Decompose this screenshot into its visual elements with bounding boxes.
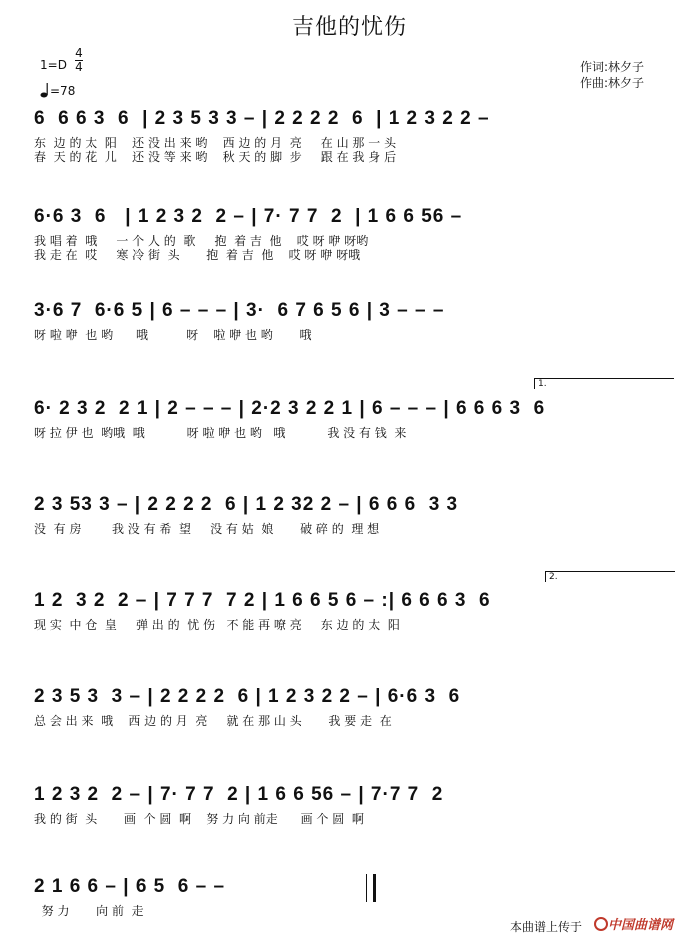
lyric-line-1: 呀 拉 伊 也 哟哦 哦 呀 啦 咿 也 哟 哦 我 没 有 钱 来 (34, 426, 407, 440)
key-signature: 1=D (40, 58, 67, 72)
site-logo (594, 914, 673, 933)
lyric-line-1: 总 会 出 来 哦 西 边 的 月 亮 就 在 那 山 头 我 要 走 在 (34, 714, 392, 728)
quarter-note-icon (40, 82, 50, 98)
lyricist-credit: 作词:林夕子 (580, 60, 645, 74)
logo-mark-icon (594, 917, 608, 931)
lyric-line-1: 呀 啦 咿 也 哟 哦 呀 啦 咿 也 哟 哦 (34, 328, 312, 342)
note-line: 3·6 7 6·6 5 | 6 – – – | 3· 6 7 6 5 6 | 3 – – – (34, 300, 445, 321)
lyric-line-1: 我 唱 着 哦 一 个 人 的 歌 抱 着 吉 他 哎 呀 咿 呀哟 (34, 234, 369, 248)
note-line: 2 3 53 3 – | 2 2 2 2 6 | 1 2 32 2 – | 6 6 6 3 3 (34, 494, 459, 515)
tempo-value: =78 (50, 84, 76, 98)
lyric-line-1: 没 有 房 我 没 有 希 望 没 有 姑 娘 破 碎 的 理 想 (34, 522, 380, 536)
note-line: 1 2 3 2 2 – | 7· 7 7 2 | 1 6 6 56 – | 7·7 7 2 (34, 784, 444, 805)
footer-upload-text: 本曲谱上传于 (510, 920, 583, 934)
time-signature (74, 48, 84, 73)
lyric-line-1: 我 的 街 头 画 个 圆 啊 努 力 向 前走 画 个 圆 啊 (34, 812, 364, 826)
site-logo-text: 中国曲谱网 (608, 917, 674, 932)
final-barline (366, 874, 376, 902)
time-top: 4 (75, 46, 83, 60)
note-line: 2 1 6 6 – | 6 5 6 – – (34, 876, 226, 897)
lyric-line-2: 春 天 的 花 儿 还 没 等 来 哟 秋 天 的 脚 步 跟 在 我 身 后 (34, 150, 397, 164)
note-line: 2 3 5 3 3 – | 2 2 2 2 6 | 1 2 3 2 2 – | 6·6 3 6 (34, 686, 461, 707)
composer-credit: 作曲:林夕子 (580, 76, 645, 90)
note-line: 6 6 6 3 6 | 2 3 5 3 3 – | 2 2 2 2 6 | 1 2 3 2 2 – (34, 108, 490, 129)
volta-bracket: 1. (534, 378, 674, 389)
note-line: 6· 2 3 2 2 1 | 2 – – – | 2·2 3 2 2 1 | 6 – – – | 6 6 6 3 6 (34, 398, 546, 419)
lyric-line-1: 现 实 中 仓 皇 弹 出 的 忧 伤 不 能 再 嘹 亮 东 边 的 太 阳 (34, 618, 400, 632)
lyric-line-1: 东 边 的 太 阳 还 没 出 来 哟 西 边 的 月 亮 在 山 那 一 头 (34, 136, 397, 150)
note-line: 1 2 3 2 2 – | 7 7 7 7 2 | 1 6 6 5 6 – :| 6 6 6 3 6 (34, 590, 491, 611)
lyric-line-1: 努 力 向 前 走 (34, 904, 144, 918)
note-line: 6·6 3 6 | 1 2 3 2 2 – | 7· 7 7 2 | 1 6 6 56 – (34, 206, 463, 227)
song-title: 吉他的忧伤 (291, 15, 407, 40)
tempo-marking (40, 82, 75, 98)
lyric-line-2: 我 走 在 哎 寒 冷 街 头 抱 着 吉 他 哎 呀 咿 呀哦 (34, 248, 361, 262)
time-bottom: 4 (75, 60, 83, 74)
volta-bracket: 2. (545, 571, 675, 582)
